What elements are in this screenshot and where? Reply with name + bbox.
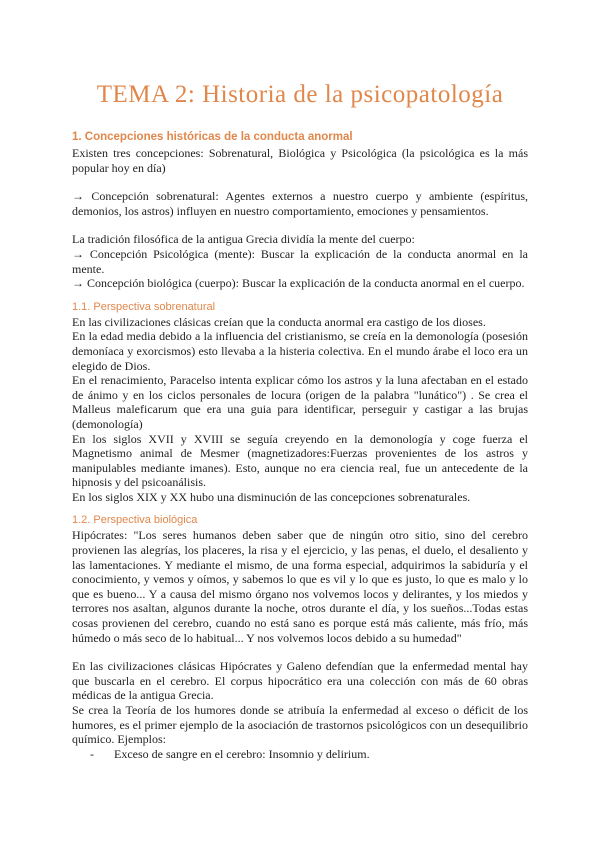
page-title: TEMA 2: Historia de la psicopatología <box>96 81 504 108</box>
examples-list <box>72 747 528 762</box>
section-heading-perspectiva-biologica: 1.2. Perspectiva biológica <box>72 514 198 527</box>
paragraph-tradicion: La tradición filosófica de la antigua Grecia dividía la mente del cuerpo: <box>72 232 415 247</box>
paragraph-biologica: → Concepción biológica (cuerpo): Buscar la explicación de la conducta anormal en el cuerpo. <box>72 276 525 291</box>
paragraph-sobrenatural-4: En los siglos XVII y XVIII se seguía creyendo en la demonología y coge fuerza el Magnetismo animal de Mesmer (magnetizadores:Fuerzas provenientes de los astros y manipulables mediante imanes). Esto, aunque no era ciencia real, fue un antecedente de la hipnosis y del psicoanálisis. <box>72 431 528 490</box>
paragraph-sobrenatural-3: En el renacimiento, Paracelso intenta explicar cómo los astros y la luna afectaban en el estado de ánimo y en los ciclos personales de locura (origen de la palabra "lunático") . Se crea el Malleus maleficarum que era una guia para identificar, perseguir y castigar a las brujas (demonología) <box>72 373 528 431</box>
paragraph-intro: Existen tres concepciones: Sobrenatural, Biológica y Psicológica (la psicológica es la más popular hoy en día) <box>72 146 528 175</box>
paragraph-sobrenatural-1: En las civilizaciones clásicas creían que la conducta anormal era castigo de los dioses. <box>72 314 486 329</box>
list-item-text: Exceso de sangre en el cerebro: Insomnio y delirium. <box>114 746 370 761</box>
paragraph-biologica-1: En las civilizaciones clásicas Hipócrates y Galeno defendían que la enfermedad mental hay que buscarla en el cerebro. El corpus hipocrático era una colección con más de 60 obras médicas de la antigua Grecia. <box>72 659 528 703</box>
section-heading-perspectiva-sobrenatural: 1.1. Perspectiva sobrenatural <box>72 300 216 313</box>
paragraph-hipocrates-quote: Hipócrates: "Los seres humanos deben saber que de ningún otro sitio, sino del cerebro provienen las alegrías, los placeres, la risa y el ejercicio, y las penas, el duelo, el desaliento y las lamentaciones. Y mediante el mismo, de una forma especial, adquirimos la sabiduría y el conocimiento, y vemos y oímos, y sabemos lo que es vil y lo que es justo, lo que es malo y lo que es bueno... Y a causa del mismo órgano nos volvemos locos y delirantes, y los miedos y terrores nos asaltan, algunos durante la noche, otros durante el día, y los sueños...Todas estas cosas provienen del cerebro, cuando no está sano es porque está más caliente, más frío, más húmedo o más seco de lo habitual... Y nos volvemos locos debido a su humedad" <box>72 528 528 645</box>
paragraph-sobrenatural: → Concepción sobrenatural: Agentes externos a nuestro cuerpo y ambiente (espíritus, demonios, los astros) influyen en nuestro comportamiento, emociones y pensamientos. <box>72 189 528 218</box>
paragraph-sobrenatural-2: En la edad media debido a la influencia del cristianismo, se creía en la demonología (posesión demoníaca y exorcismos) esto llevaba a la histeria colectiva. En el mundo árabe el loco era un elegido de Dios. <box>72 329 528 373</box>
paragraph-biologica-2: Se crea la Teoría de los humores donde se atribuía la enfermedad al exceso o déficit de los humores, es el primer ejemplo de la asociación de trastornos psicológicos con un desequilibrio químico. Ejemplos: <box>72 703 528 747</box>
paragraph-psicologica: → Concepción Psicológica (mente): Buscar la explicación de la conducta anormal en la mente. <box>72 246 528 276</box>
paragraph-sobrenatural-5: En los siglos XIX y XX hubo una disminución de las concepciones sobrenaturales. <box>72 489 471 504</box>
list-bullet: - <box>90 746 94 761</box>
section-heading-concepciones: 1. Concepciones históricas de la conducta anormal <box>72 131 353 143</box>
list-item <box>90 747 528 762</box>
